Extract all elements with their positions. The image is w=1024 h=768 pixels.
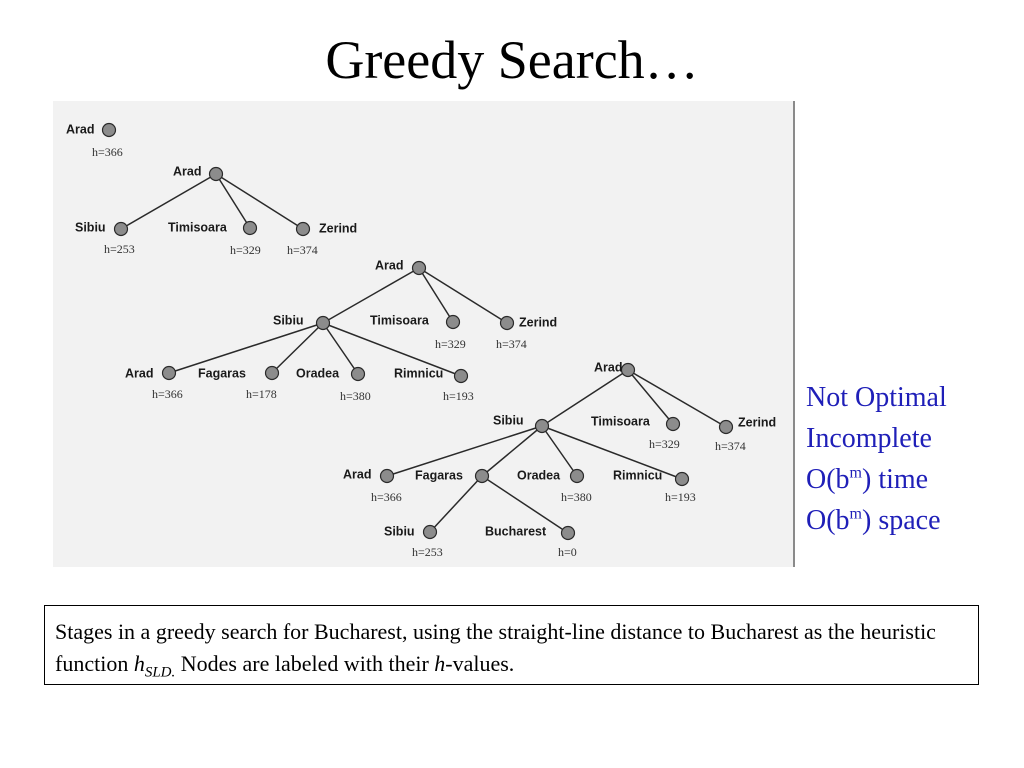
property-optimality: Not Optimal (806, 382, 947, 413)
tree-node-label: Arad (173, 164, 202, 179)
tree-node-label: Timisoara (591, 414, 650, 429)
tree-node-label: Fagaras (415, 468, 463, 483)
tree-node-label: Zerind (319, 221, 358, 236)
tree-node-h-value: h=0 (558, 544, 577, 559)
tree-node-circle (424, 526, 437, 539)
tree-node-label: Arad (343, 467, 372, 482)
tree-nodes (66, 122, 776, 558)
tree-node-circle (163, 367, 176, 380)
tree-node-label: Timisoara (370, 313, 429, 328)
tree-node-h-value: h=374 (715, 438, 746, 453)
tree-node-label: Sibiu (493, 413, 524, 428)
tree-node-h-value: h=366 (371, 489, 402, 504)
tree-node-h-value: h=329 (435, 336, 466, 351)
tree-node-circle (571, 470, 584, 483)
search-tree-figure (53, 101, 795, 567)
tree-node-h-value: h=193 (443, 388, 474, 403)
tree-node-h-value: h=374 (287, 242, 318, 257)
tree-node-label: Sibiu (75, 220, 106, 235)
search-tree-diagram (53, 101, 795, 567)
tree-node-circle (447, 316, 460, 329)
tree-node-circle (455, 370, 468, 383)
tree-node-h-value: h=366 (92, 144, 123, 159)
tree-node-label: Zerind (519, 315, 558, 330)
tree-node-h-value: h=366 (152, 386, 183, 401)
tree-node-h-value: h=380 (561, 489, 592, 504)
tree-node-circle (297, 223, 310, 236)
tree-node-label: Timisoara (168, 220, 227, 235)
tree-node-h-value: h=380 (340, 388, 371, 403)
tree-node-label: Sibiu (273, 313, 304, 328)
tree-node-circle (266, 367, 279, 380)
tree-node-circle (501, 317, 514, 330)
tree-node-label: Sibiu (384, 524, 415, 539)
tree-node-circle (115, 223, 128, 236)
tree-node-circle (536, 420, 549, 433)
tree-node-h-value: h=193 (665, 489, 696, 504)
tree-node-label: Bucharest (485, 524, 547, 539)
tree-node-label: Oradea (296, 366, 340, 381)
tree-node-circle (244, 222, 257, 235)
tree-node-label: Oradea (517, 468, 561, 483)
algorithm-properties (806, 377, 1016, 541)
tree-node-circle (476, 470, 489, 483)
tree-node-h-value: h=253 (104, 241, 135, 256)
tree-node-circle (210, 168, 223, 181)
property-time-complexity: $O(b^m)$ time (806, 464, 929, 495)
tree-node-circle (562, 527, 575, 540)
tree-node-label: Fagaras (198, 366, 246, 381)
tree-node-label: Arad (125, 366, 154, 381)
tree-node-circle (381, 470, 394, 483)
figure-caption: Stages in a greedy search for Bucharest, using the straight-line distance to Bucharest as the heuristic function $h_{SLD.}$ Nodes are labeled with their h-values. (44, 605, 979, 685)
tree-node-h-value: h=329 (230, 242, 261, 257)
slide-title: Greedy Search… (325, 30, 699, 90)
tree-node-circle (103, 124, 116, 137)
tree-node-circle (413, 262, 426, 275)
tree-node-label: Arad (594, 360, 623, 375)
tree-node-label: Rimnicu (394, 366, 444, 381)
tree-edge (419, 268, 507, 323)
tree-node-circle (676, 473, 689, 486)
tree-node-circle (622, 364, 635, 377)
tree-edge (216, 174, 303, 229)
property-completeness: Incomplete (806, 423, 932, 454)
tree-node-label: Zerind (738, 415, 777, 430)
tree-node-h-value: h=253 (412, 544, 443, 559)
tree-node-circle (352, 368, 365, 381)
property-space-complexity: $O(b^m)$ space (806, 505, 941, 536)
tree-node-h-value: h=374 (496, 336, 527, 351)
tree-node-label: Rimnicu (613, 468, 663, 483)
tree-node-label: Arad (375, 258, 404, 273)
tree-node-label: Arad (66, 122, 95, 137)
tree-edge (430, 476, 482, 532)
tree-node-circle (317, 317, 330, 330)
tree-node-h-value: h=329 (649, 436, 680, 451)
tree-node-h-value: h=178 (246, 386, 277, 401)
tree-node-circle (667, 418, 680, 431)
tree-node-circle (720, 421, 733, 434)
